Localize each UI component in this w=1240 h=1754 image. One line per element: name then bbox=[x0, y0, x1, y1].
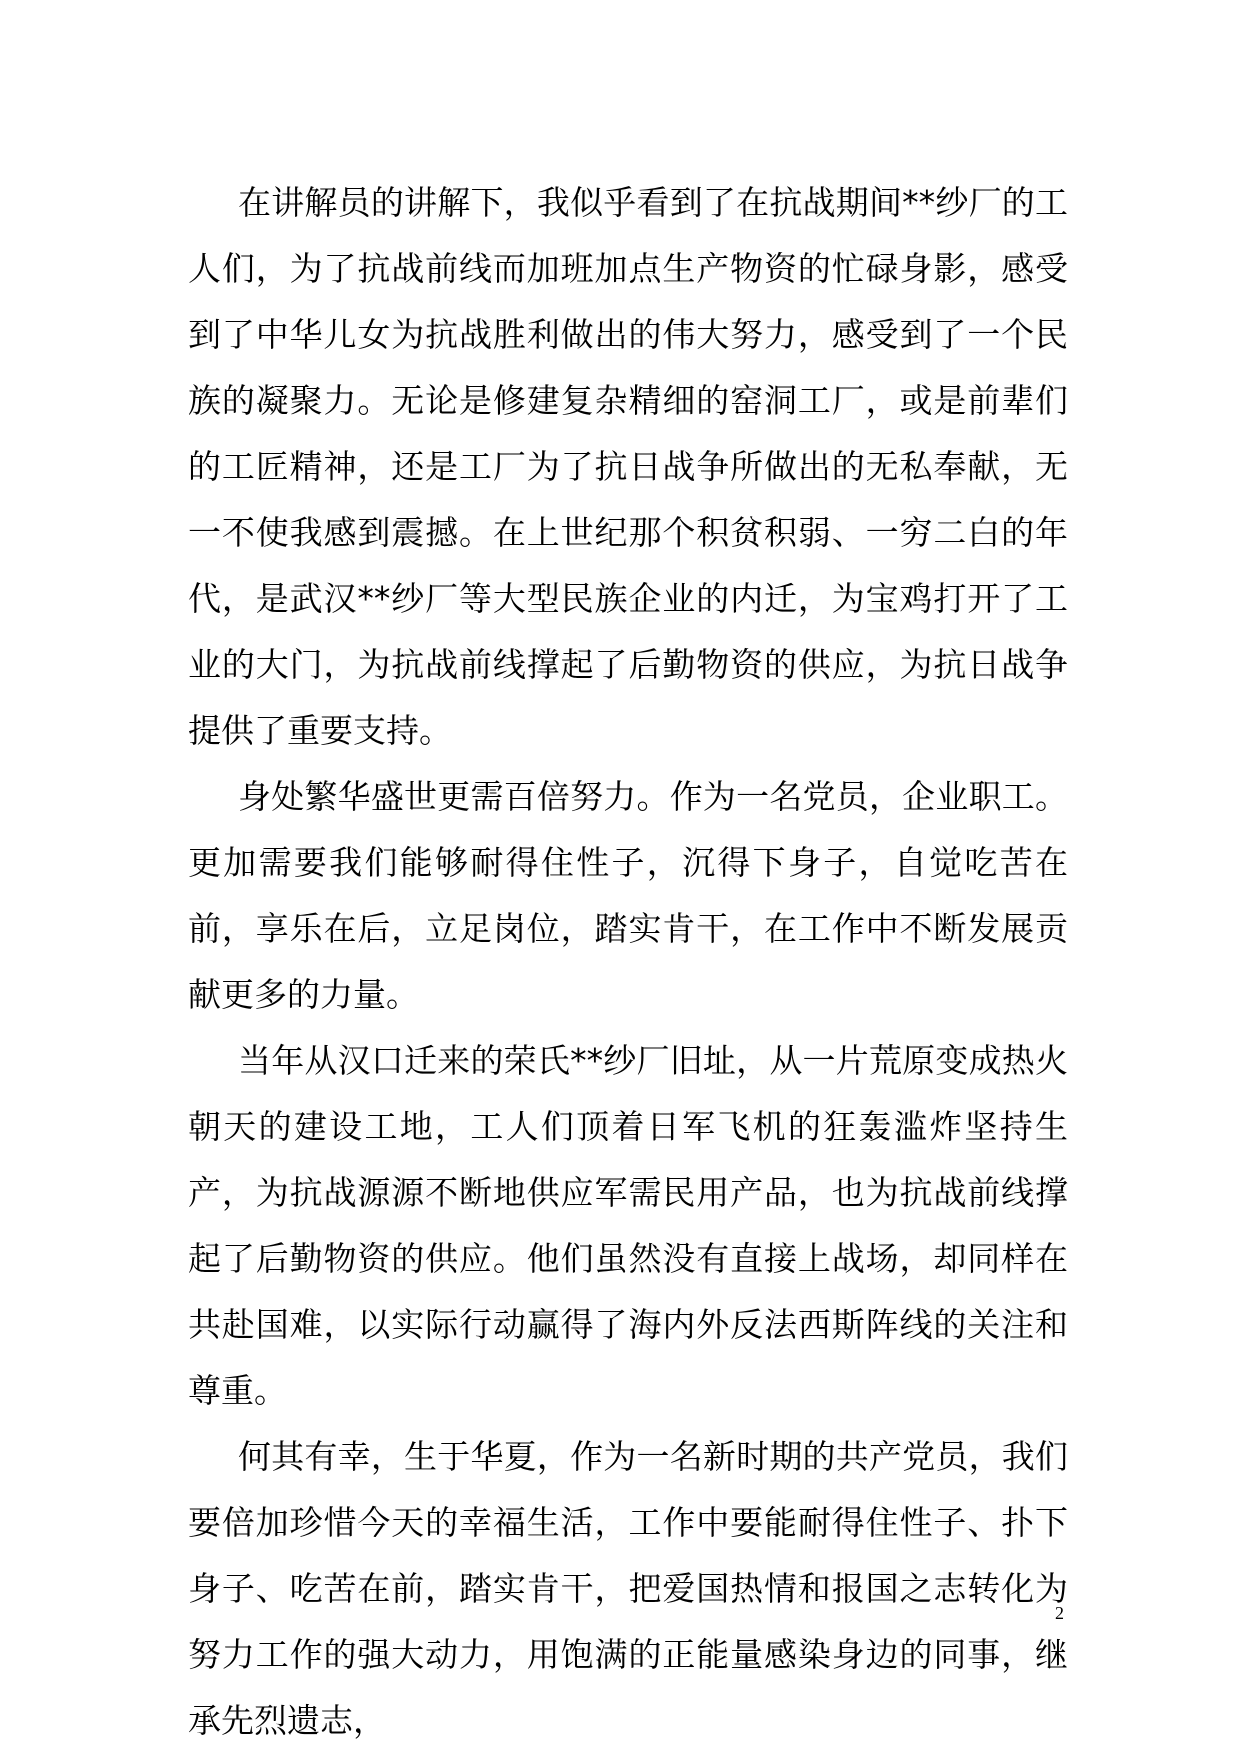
paragraph-3: 当年从汉口迁来的荣氏**纱厂旧址，从一片荒原变成热火朝天的建设工地，工人们顶着日军飞机的狂轰滥炸坚持生产，为抗战源源不断地供应军需民用产品，也为抗战前线撑起了后勤物资的供应。他们虽然没有直接上战场，却同样在共赴国难，以实际行动赢得了海内外反法西斯阵线的关注和尊重。 bbox=[188, 1041, 1068, 1410]
paragraph-1: 在讲解员的讲解下，我似乎看到了在抗战期间**纱厂的工人们，为了抗战前线而加班加点生产物资的忙碌身影，感受到了中华儿女为抗战胜利做出的伟大努力，感受到了一个民族的凝聚力。无论是修建复杂精细的窑洞工厂，或是前辈们的工匠精神，还是工厂为了抗日战争所做出的无私奉献，无一不使我感到震撼。在上世纪那个积贫积弱、一穷二白的年代，是武汉**纱厂等大型民族企业的内迁，为宝鸡打开了工业的大门，为抗战前线撑起了后勤物资的供应，为抗日战争提供了重要支持。 bbox=[188, 183, 1068, 750]
paragraph-2: 身处繁华盛世更需百倍努力。作为一名党员，企业职工。更加需要我们能够耐得住性子，沉得下身子，自觉吃苦在前，享乐在后，立足岗位，踏实肯干，在工作中不断发展贡献更多的力量。 bbox=[188, 777, 1068, 1014]
page-number: 2 bbox=[1055, 1603, 1064, 1623]
body-text bbox=[188, 170, 1068, 1754]
paragraph-4: 何其有幸，生于华夏，作为一名新时期的共产党员，我们要倍加珍惜今天的幸福生活，工作中要能耐得住性子、扑下身子、吃苦在前，踏实肯干，把爱国热情和报国之志转化为努力工作的强大动力，用饱满的正能量感染身边的同事，继承先烈遗志， bbox=[188, 1437, 1068, 1740]
